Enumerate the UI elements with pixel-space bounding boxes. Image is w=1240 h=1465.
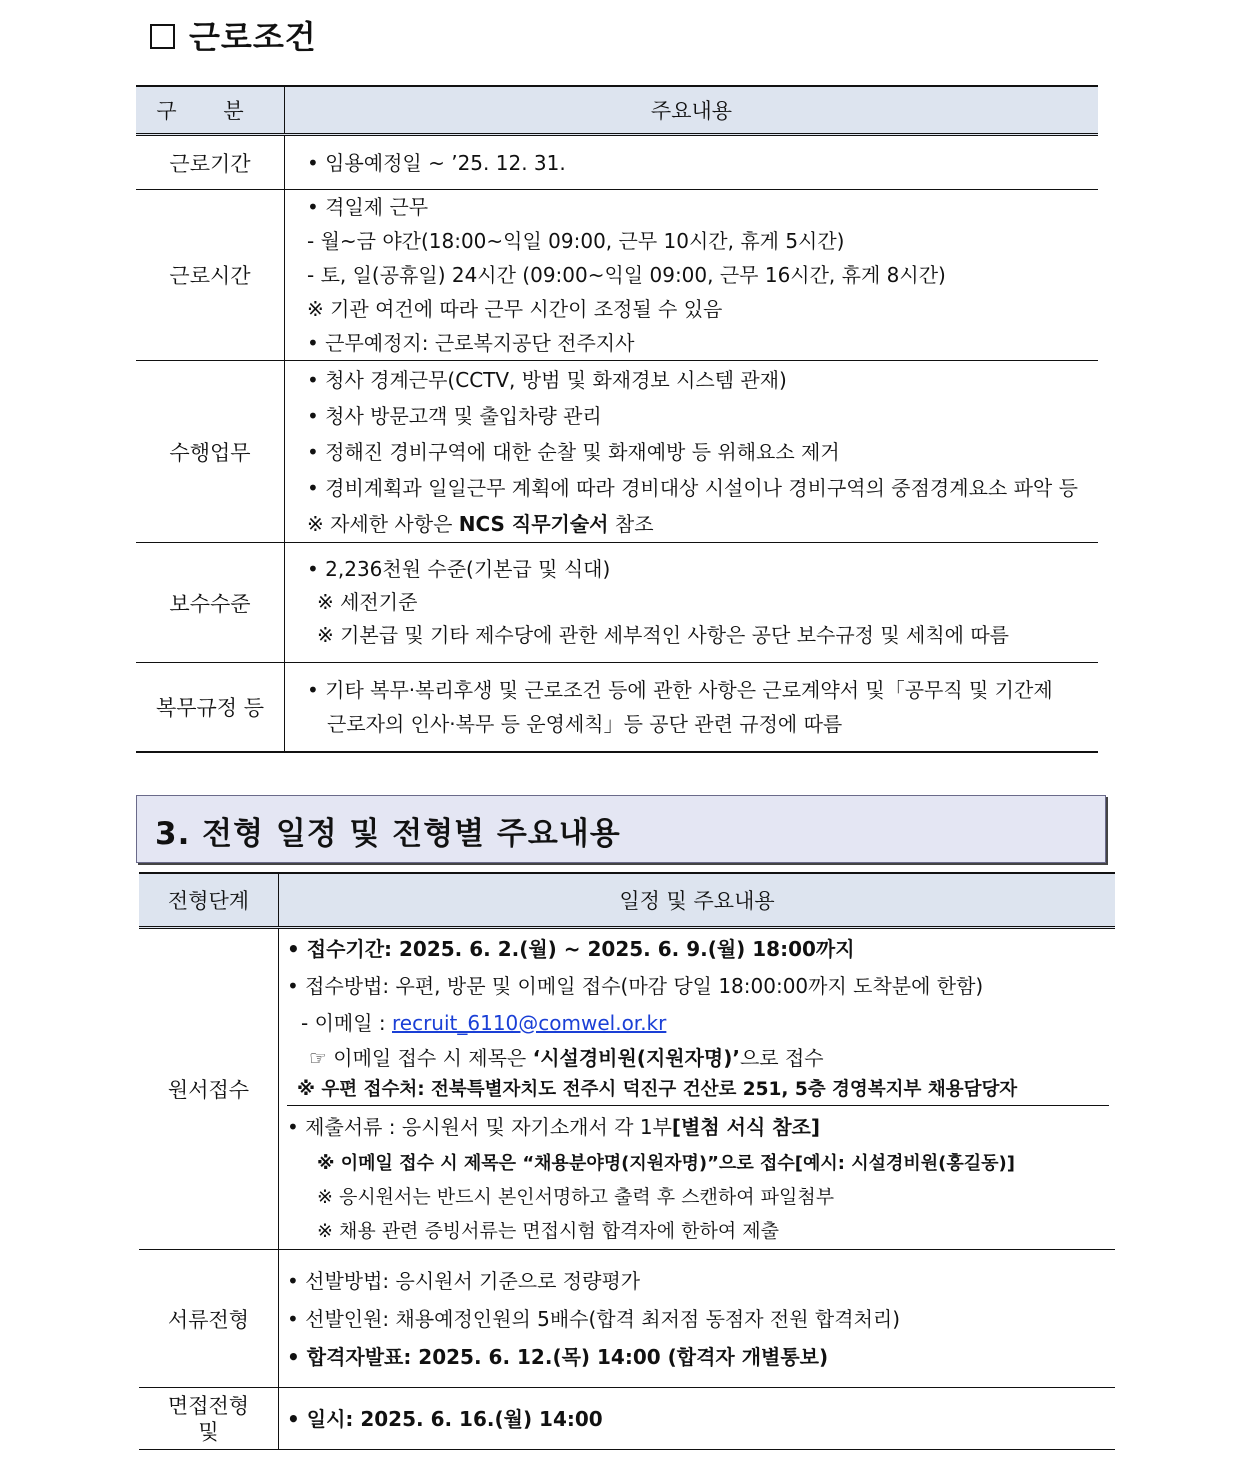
result-announcement: • 합격자발표: 2025. 6. 12.(목) 14:00 (합격자 개별통보) bbox=[287, 1344, 829, 1369]
table-row bbox=[139, 1250, 1115, 1388]
row-line: • 격일제 근무 bbox=[307, 195, 429, 219]
row-line: - 월~금 야간(18:00~익일 09:00, 근무 10시간, 휴게 5시간) bbox=[307, 229, 845, 253]
postal-address: ※ 우편 접수처: 전북특별자치도 전주시 덕진구 건산로 251, 5층 경영복지부 채용담당자 bbox=[287, 1075, 1109, 1106]
table-row bbox=[136, 135, 1098, 190]
application-method: • 접수방법: 우편, 방문 및 이메일 접수(마감 당일 18:00:00까지 도착분에 한함) bbox=[287, 974, 984, 998]
section-banner bbox=[136, 795, 1106, 863]
row-line: • 선발방법: 응시원서 기준으로 정량평가 bbox=[287, 1268, 641, 1293]
row-line: • 정해진 경비구역에 대한 순찰 및 화재예방 등 위해요소 제거 bbox=[307, 439, 840, 464]
table-row bbox=[136, 190, 1098, 361]
email-subject-line: ☞ 이메일 접수 시 제목은 ‘시설경비원(지원자명)’으로 접수 bbox=[309, 1046, 824, 1070]
submission-docs: • 제출서류 : 응시원서 및 자기소개서 각 1부[별첨 서식 참조] bbox=[287, 1115, 821, 1139]
row-line: • 청사 방문고객 및 출입차량 관리 bbox=[307, 403, 602, 428]
row-label: 원서접수 bbox=[139, 928, 279, 1250]
table-header-row bbox=[136, 86, 1098, 135]
application-period: • 접수기간: 2025. 6. 2.(월) ~ 2025. 6. 9.(월) 18:00까지 bbox=[287, 937, 855, 961]
email-line: - 이메일 : recruit_6110@comwel.or.kr bbox=[301, 1011, 667, 1035]
section-title-working-conditions bbox=[150, 12, 317, 58]
row-line: • 경비계획과 일일근무 계획에 따라 경비대상 시설이나 경비구역의 중점경계요소 파악 등 bbox=[307, 475, 1078, 500]
header-stage: 전형단계 bbox=[139, 873, 279, 928]
selection-schedule-table bbox=[139, 872, 1115, 1450]
table-row bbox=[139, 928, 1115, 1250]
reference-note: ※ 자세한 사항은 NCS 직무기술서 참조 bbox=[307, 511, 654, 536]
row-line: • 2,236천원 수준(기본급 및 식대) bbox=[307, 557, 611, 581]
row-line: • 청사 경계근무(CCTV, 방범 및 화재경보 시스템 관재) bbox=[307, 367, 787, 392]
row-line: ※ 기관 여건에 따라 근무 시간이 조정될 수 있음 bbox=[307, 297, 723, 321]
header-category: 구 분 bbox=[136, 86, 285, 135]
row-line: • 임용예정일 ~ ’25. 12. 31. bbox=[307, 150, 566, 175]
email-subject-note: ※ 이메일 접수 시 제목은 “채용분야명(지원자명)”으로 접수[예시: 시설경비원(홍길동)] bbox=[317, 1153, 1015, 1174]
section-title-text: 근로조건 bbox=[189, 18, 317, 56]
table-row bbox=[136, 543, 1098, 663]
signature-note: ※ 응시원서는 반드시 본인서명하고 출력 후 스캔하여 파일첨부 bbox=[317, 1186, 835, 1208]
email-link[interactable]: recruit_6110@comwel.or.kr bbox=[392, 1011, 667, 1035]
row-label: 근로시간 bbox=[136, 190, 285, 361]
row-line: • 선발인원: 채용예정인원의 5배수(합격 최저점 동점자 전원 합격처리) bbox=[287, 1306, 901, 1331]
row-label: 면접전형 및 bbox=[139, 1388, 279, 1450]
header-schedule: 일정 및 주요내용 bbox=[279, 873, 1116, 928]
row-line: - 토, 일(공휴일) 24시간 (09:00~익일 09:00, 근무 16시간, 휴게 8시간) bbox=[307, 263, 946, 287]
header-content: 주요내용 bbox=[285, 86, 1099, 135]
working-conditions-table bbox=[136, 85, 1098, 753]
ncs-reference: NCS 직무기술서 bbox=[458, 511, 609, 536]
table-row bbox=[139, 1388, 1115, 1450]
row-line: • 근무예정지: 근로복지공단 전주지사 bbox=[307, 331, 635, 355]
row-line: • 기타 복무·복리후생 및 근로조건 등에 관한 사항은 근로계약서 및「공무직 및 기간제 bbox=[307, 677, 1053, 702]
table-row bbox=[136, 361, 1098, 543]
row-line: 근로자의 인사·복무 등 운영세칙」등 공단 관련 규정에 따름 bbox=[327, 711, 843, 736]
row-label: 수행업무 bbox=[136, 361, 285, 543]
row-label: 근로기간 bbox=[136, 135, 285, 190]
row-label: 보수수준 bbox=[136, 543, 285, 663]
table-row bbox=[136, 663, 1098, 752]
table-header-row bbox=[139, 873, 1115, 928]
row-line: ※ 세전기준 bbox=[317, 590, 418, 614]
row-line: ※ 기본급 및 기타 제수당에 관한 세부적인 사항은 공단 보수규정 및 세칙에 따름 bbox=[317, 623, 1009, 647]
interview-date: • 일시: 2025. 6. 16.(월) 14:00 bbox=[287, 1406, 603, 1431]
checkbox-square-icon bbox=[150, 24, 175, 49]
row-label: 서류전형 bbox=[139, 1250, 279, 1388]
row-label: 복무규정 등 bbox=[136, 663, 285, 752]
section-banner-title: 3. 전형 일정 및 전형별 주요내용 bbox=[155, 816, 621, 852]
evidence-note: ※ 채용 관련 증빙서류는 면접시험 합격자에 한하여 제출 bbox=[317, 1220, 779, 1242]
